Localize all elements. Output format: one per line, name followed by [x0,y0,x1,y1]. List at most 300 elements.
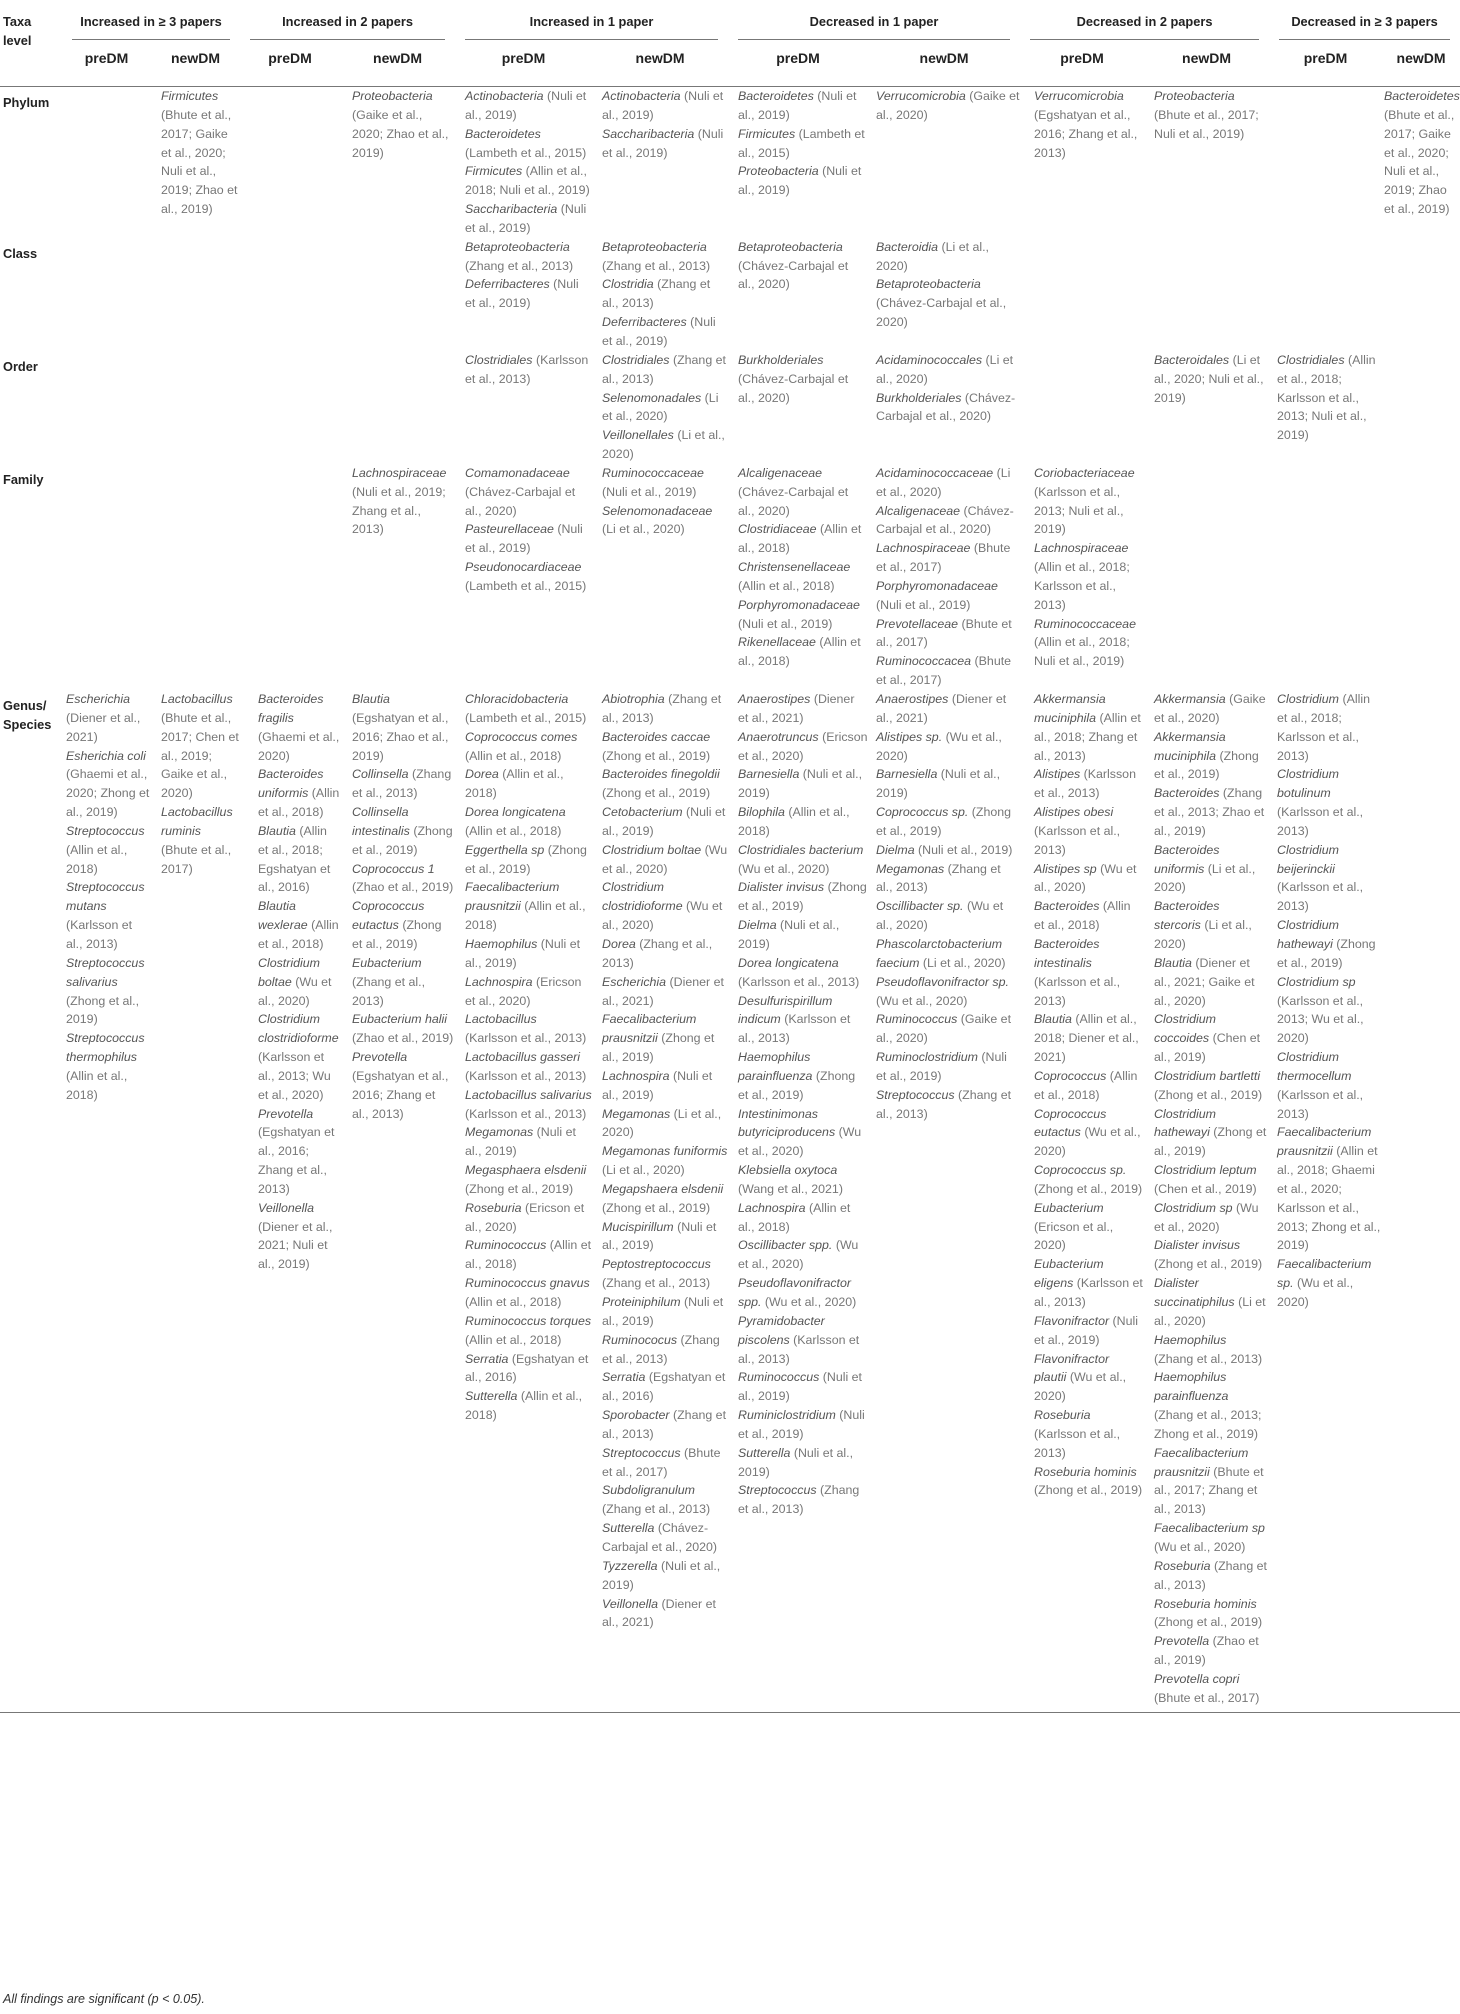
table-cell [240,690,340,1712]
table-cell [240,238,340,351]
taxon-entry [258,1010,340,1104]
table-cell [868,351,1020,464]
reference-citation: (Nuli et al., 2019) [602,484,697,499]
taxon-name: Prevotella [1154,1634,1210,1649]
taxon-entry [738,558,868,596]
reference-citation: (Allin et al., 2018; Zhang et al., 2013) [1034,710,1141,763]
taxon-entry [1154,1331,1269,1369]
taxon-name: Desulfurispirillum indicum [738,993,833,1027]
table-cell [1144,351,1269,464]
taxon-name: Faecalibacterium sp. [1277,1257,1372,1291]
taxon-entry [352,954,455,1011]
group-header: Increased in ≥ 3 papers [62,0,240,40]
taxon-entry [66,822,151,879]
taxon-name: Haemophilus [1154,1332,1227,1347]
reference-citation: (Karlsson et al., 2013) [465,352,589,386]
reference-citation: (Nuli et al., 2019) [876,767,1001,801]
reference-citation: (Nuli et al., 2019) [465,522,583,556]
taxon-entry [1034,803,1144,860]
taxon-name: Clostridiales [465,352,533,367]
taxon-entry [352,1010,455,1048]
taxon-name: Prevotellaceae [876,616,958,631]
taxon-name: Ruminococcaceae [1034,616,1136,631]
taxon-name: Streptococcus mutans [66,880,145,914]
reference-citation: (Karlsson et al., 2013; Wu et al., 2020) [258,1050,331,1102]
taxon-name: Peptostreptococcus [602,1257,711,1272]
reference-citation: (Karlsson et al., 2013) [1034,974,1121,1008]
taxon-name: Alistipes [1034,767,1081,782]
reference-citation: (Chávez-Carbajal et al., 2020) [876,390,1016,424]
table-cell [340,464,455,690]
reference-citation: (Allin et al., 2018) [258,918,339,951]
reference-citation: (Karlsson et al., 2013) [1034,767,1136,801]
reference-citation: (Nuli et al., 2019) [738,616,833,631]
reference-citation: (Nuli et al., 2019) [918,842,1013,857]
reference-citation: (Zhong et al., 2019) [465,842,587,876]
taxa-level-label: Phylum [3,95,50,110]
taxon-name: Pasteurellaceae [465,522,554,537]
taxon-name: Lachnospira [465,974,533,989]
reference-citation: (Chávez-Carbajal et al., 2020) [876,503,1014,537]
taxon-name: Clostridium sp [1154,1200,1233,1215]
taxon-name: Ruminococcaceae [602,465,704,480]
taxon-name: Dielma [876,842,915,857]
reference-citation: (Bhute et al., 2017; Gaike et al., 2020; Nuli et al., 2019; Zhao et al., 2019) [1384,107,1455,217]
reference-citation: (Diener et al., 2021; Gaike et al., 2020) [1154,955,1255,1008]
reference-citation: (Li et al., 2020) [922,955,1006,970]
taxon-name: Deferribacteres [465,277,550,292]
reference-citation: (Zhang et al., 2013) [352,974,426,1008]
taxon-entry [738,162,868,200]
reference-citation: (Allin et al., 2018; Egshatyan et al., 2016) [258,823,331,895]
taxon-entry [1034,1199,1144,1256]
group-header: Decreased in ≥ 3 papers [1269,0,1460,40]
taxon-name: Megamonas [465,1125,534,1140]
taxon-entry [465,1199,592,1237]
taxon-entry [465,1350,592,1388]
taxon-entry [161,87,240,219]
reference-citation: (Diener et al., 2021) [602,1596,716,1630]
taxon-entry [876,803,1020,841]
reference-citation: (Karlsson et al., 2013) [738,974,860,989]
taxon-entry [1034,615,1144,672]
taxon-entry [738,1312,868,1369]
reference-citation: (Karlsson et al., 2013) [1277,805,1364,838]
taxon-name: Ruminoclostridium [876,1050,978,1065]
taxon-name: Pseudonocardiaceae [465,560,582,575]
reference-citation: (Nuli et al., 2019) [602,1068,713,1102]
taxon-name: Verrucomicrobia [876,89,966,103]
taxon-name: Dielma [738,918,777,933]
taxon-entry [602,878,728,935]
taxon-entry [876,389,1020,427]
taxon-entry [738,1444,868,1482]
reference-citation: (Allin et al., 2018) [738,805,850,838]
taxon-name: Collinsella [352,767,409,782]
reference-citation: (Nuli et al., 2019) [602,89,724,122]
taxon-name: Eubacterium eligens [1034,1257,1104,1291]
taxon-name: Abiotrophia [602,692,665,706]
table-cell [340,690,455,1712]
reference-citation: (Allin et al., 2018) [465,823,562,838]
reference-citation: (Nuli et al., 2019) [876,1050,1007,1083]
taxon-entry [738,992,868,1049]
reference-citation: (Wu et al., 2020) [1034,1370,1127,1404]
taxon-entry [1034,1161,1144,1199]
reference-citation: (Nuli et al., 2019) [465,202,587,235]
taxon-entry [602,351,728,389]
reference-citation: (Allin et al., 2018; Nuli et al., 2019) [1034,635,1130,669]
reference-citation: (Nuli et al., 2019) [738,1370,862,1404]
reference-citation: (Nuli et al., 2019) [602,126,724,160]
reference-citation: (Allin et al., 2018) [66,842,128,876]
table-cell [868,238,1020,351]
reference-citation: (Zhang et al., 2013) [602,1408,727,1441]
table-row [0,87,1460,238]
taxon-entry [602,1293,728,1331]
taxon-name: Roseburia [465,1200,522,1215]
reference-citation: (Zhong et al., 2019) [1034,1181,1143,1196]
taxon-entry [876,502,1020,540]
taxon-name: Ruminococcus [465,1238,547,1253]
taxon-entry [465,1236,592,1274]
taxon-entry [1034,464,1144,539]
reference-citation: (Zhong et al., 2019) [1034,1483,1143,1498]
taxon-name: Veillonellales [602,428,674,443]
reference-citation: (Ericson et al., 2020) [1034,1219,1114,1253]
reference-citation: (Nuli et al., 2019) [602,1558,721,1592]
reference-citation: (Bhute et al., 2017; Nuli et al., 2019) [1154,107,1259,141]
taxon-name: Actinobacteria [602,89,681,103]
taxon-entry [1154,1274,1269,1331]
taxon-entry [602,973,728,1011]
subcol-header: preDM [240,40,340,87]
taxon-entry [352,87,455,162]
taxon-name: Alcaligenaceae [876,503,961,518]
table-cell [1382,238,1460,351]
taxon-name: Escherichia [602,974,667,989]
taxon-name: Alistipes sp. [876,729,943,744]
reference-citation: (Zhang et al., 2013) [738,1483,860,1517]
reference-citation: (Zhong et al., 2019) [876,805,1012,838]
taxon-entry [1154,1632,1269,1670]
taxon-entry [602,502,728,540]
reference-citation: (Karlsson et al., 2013) [1034,1276,1143,1309]
reference-citation: (Li et al., 2020) [1154,918,1252,951]
taxon-entry [465,162,592,200]
reference-citation: (Wu et al., 2020) [738,1238,859,1272]
reference-citation: (Zhang et al., 2013) [465,258,574,273]
reference-citation: (Lambeth et al., 2015) [465,578,587,593]
taxon-name: Bacteroides uniformis [258,767,324,801]
reference-citation: (Wu et al., 2020) [738,1125,862,1159]
reference-citation: (Nuli et al., 2019) [738,89,857,122]
taxon-name: Bacteroides fragilis [258,692,324,725]
taxon-entry [876,841,1020,860]
taxon-name: Ruminococcus [876,1012,958,1027]
taxon-name: Barnesiella [876,767,938,782]
table-cell [151,464,240,690]
taxon-name: Firmicutes [738,126,796,141]
reference-citation: (Zhao et al., 2019) [352,1031,454,1046]
taxon-name: Clostridium leptum [1154,1163,1257,1178]
taxon-entry [602,87,728,125]
taxon-entry [465,1048,592,1086]
taxon-entry [876,615,1020,653]
reference-citation: (Zhong et al., 2019) [352,918,442,951]
reference-citation: (Chen et al., 2019) [1154,1181,1257,1196]
reference-citation: (Lambeth et al., 2015) [465,710,587,725]
taxon-entry [738,690,868,728]
reference-citation: (Ericson et al., 2020) [465,1200,585,1234]
reference-citation: (Zhang et al., 2013) [876,861,1001,895]
subcol-header: newDM [151,40,240,87]
reference-citation: (Egshatyan et al., 2016) [602,1370,726,1404]
table-cell [868,464,1020,690]
reference-citation: (Ghaemi et al., 2020; Zhong et al., 2019) [66,767,150,820]
table-cell [728,464,868,690]
reference-citation: (Chávez-Carbajal et al., 2020) [876,296,1007,330]
reference-citation: (Zhong et al., 2019) [352,823,453,857]
taxon-name: Dorea longicatena [465,805,566,820]
reference-citation: (Diener et al., 2021; Nuli et al., 2019) [258,1219,333,1272]
taxon-name: Christensenellaceae [738,560,851,575]
taxon-entry [1154,1161,1269,1199]
taxon-name: Faecalibacterium prausnitzii [602,1012,697,1046]
taxon-entry [602,1218,728,1256]
taxon-name: Bacteroides finegoldii [602,767,720,782]
reference-citation: (Wu et al., 2020) [876,899,1004,933]
taxon-name: Dialister succinatiphilus [1154,1276,1235,1309]
table-cell [728,238,868,351]
taxon-entry [1154,1067,1269,1105]
taxon-entry [738,1368,868,1406]
taxon-entry [258,954,340,1011]
taxon-name: Bacteroidia [876,239,939,254]
taxon-entry [738,1481,868,1519]
taxon-name: Bacteroides stercoris [1154,899,1220,933]
taxon-entry [66,690,151,747]
taxon-name: Alistipes obesi [1034,805,1114,820]
taxon-entry [602,464,728,502]
taxon-name: Clostridium coccoides [1154,1012,1216,1046]
taxon-name: Coprococcus [1034,1068,1107,1083]
taxon-entry [602,389,728,427]
reference-citation: (Zhong et al., 2019) [738,880,867,914]
taxon-entry [1154,1670,1269,1708]
taxon-name: Lactobacillus [465,1012,537,1027]
taxon-name: Betaproteobacteria [738,239,843,254]
taxon-name: Saccharibacteria [602,126,695,141]
taxon-name: Lactobacillus ruminis [161,805,233,838]
taxon-entry [258,690,340,765]
taxon-entry [602,426,728,464]
reference-citation: (Allin et al., 2018) [465,767,564,801]
reference-citation: (Wu et al., 2020) [1154,1200,1259,1234]
reference-citation: (Karlsson et al., 2013) [738,1012,851,1046]
taxon-name: Anaerostipes [738,692,811,706]
taxon-name: Anaerostipes [876,692,949,706]
reference-citation: (Allin et al., 2018) [66,1068,128,1102]
reference-citation: (Wu et al., 2020) [1034,861,1137,895]
reference-citation: (Nuli et al., 2019) [465,89,587,122]
reference-citation: (Allin et al., 2018; Karlsson et al., 2013; Nuli et al., 2019) [1277,352,1376,443]
taxon-name: Sporobacter [602,1408,670,1423]
taxon-name: Bilophila [738,805,785,820]
taxon-name: Proteobacteria [1154,89,1235,103]
subcol-header: newDM [1382,40,1460,87]
reference-citation: (Karlsson et al., 2013) [738,1332,860,1366]
taxon-entry [602,728,728,766]
taxon-entry [258,822,340,897]
reference-citation: (Gaike et al., 2020) [876,89,1020,122]
taxon-name: Bacteroides uniformis [1154,842,1220,876]
taxon-name: Faecalibacterium prausnitzii [1277,1125,1372,1159]
taxon-name: Ruminococcus [738,1370,820,1385]
taxon-name: Bacteroidetes [465,126,541,141]
table-row [0,690,1460,1712]
taxon-name: Anaerotruncus [738,729,819,744]
reference-citation: (Bhute et al., 2017; Gaike et al., 2020; Nuli et al., 2019; Zhao et al., 2019) [161,107,238,217]
reference-citation: (Zhang et al., 2013; Zhao et al., 2019) [1154,786,1265,838]
taxon-name: Faecalibacterium prausnitzii [465,880,560,914]
taxon-entry [602,313,728,351]
taxon-entry [465,1312,592,1350]
taxon-entry [1154,1595,1269,1633]
taxon-entry [602,1519,728,1557]
taxon-entry [1034,765,1144,803]
taxon-name: Streptococcus salivarius [66,955,145,989]
taxon-name: Coprococcus sp. [876,805,969,820]
taxon-name: Phascolarctobacterium faecium [876,936,1003,970]
taxon-name: Ruminococcacea [876,654,972,669]
taxon-entry [1154,728,1269,785]
taxon-name: Dialister invisus [738,880,825,895]
taxon-name: Pseudoflavonifractor spp. [738,1276,851,1309]
reference-citation: (Nuli et al., 2019; Zhang et al., 2013) [352,484,446,537]
table-cell [1020,464,1144,690]
table-cell [1269,87,1382,238]
taxon-entry [1277,973,1382,1048]
taxon-entry [738,633,868,671]
table-cell [1269,238,1382,351]
reference-citation: (Nuli et al., 2019) [738,918,840,951]
taxon-entry [738,1048,868,1105]
reference-citation: (Karlsson et al., 2013) [1277,1087,1364,1121]
table-cell [1382,464,1460,690]
reference-citation: (Li et al., 2020) [1154,1295,1266,1328]
reference-citation: (Nuli et al., 2019) [738,1445,854,1479]
group-header: Increased in 1 paper [455,0,728,40]
reference-citation: (Chávez-Carbajal et al., 2020) [465,484,576,518]
reference-citation: (Allin et al., 2018) [1034,899,1131,933]
taxon-entry [738,596,868,634]
reference-citation: (Li et al., 2020) [602,1163,685,1178]
taxon-entry [1277,1255,1382,1312]
taxon-entry [738,520,868,558]
taxon-entry [876,728,1020,766]
header-row-groups [0,0,1460,40]
taxon-name: Clostridium beijerinckii [1277,842,1339,876]
taxon-entry [738,728,868,766]
taxon-name: Barnesiella [738,767,800,782]
taxon-name: Dorea longicatena [738,955,839,970]
taxon-entry [1034,1350,1144,1407]
taxon-name: Megasphaera elsdenii [465,1163,587,1178]
subcol-header: preDM [62,40,151,87]
taxon-entry [602,1331,728,1369]
taxon-name: Clostridium clostridioforme [258,1012,339,1046]
reference-citation: (Li et al., 2020) [876,352,1014,386]
taxon-name: Sutterella [738,1445,791,1460]
taxon-name: Streptococcus [876,1087,955,1102]
reference-citation: (Zhang et al., 2013) [602,692,722,725]
table-cell [1382,690,1460,1712]
table-cell [1020,238,1144,351]
reference-citation: (Zhang et al., 2013) [1154,1558,1268,1592]
taxon-name: Streptococcus [602,1445,681,1460]
reference-citation: (Karlsson et al., 2013) [1034,1426,1121,1460]
taxon-name: Clostridiales bacterium [738,842,864,857]
reference-citation: (Karlsson et al., 2013) [465,1068,587,1083]
reference-citation: (Zhong et al., 2019) [1154,1087,1263,1102]
reference-citation: (Zhang et al., 2013) [1154,1351,1263,1366]
taxon-name: Ruminococus [602,1332,678,1347]
taxon-entry [602,1557,728,1595]
reference-citation: (Wu et al., 2020) [764,1295,857,1309]
taxa-level-header: Taxa level [0,0,62,87]
reference-citation: (Zhong et al., 2019) [738,1068,856,1102]
taxon-entry [465,558,592,596]
table-cell [728,690,868,1712]
taxon-entry [465,1086,592,1124]
taxon-entry [66,954,151,1029]
taxon-name: Faecalibacterium prausnitzii [1154,1445,1249,1479]
table-cell [1382,87,1460,238]
taxon-name: Roseburia [1154,1558,1211,1573]
taxon-entry [1154,1010,1269,1067]
taxon-name: Lachnospiraceae [1034,541,1129,556]
table-cell [240,351,340,464]
taxon-entry [1034,690,1144,765]
taxon-name: Deferribacteres [602,315,687,330]
taxon-name: Clostridium botulinum [1277,767,1339,801]
taxon-entry [352,1048,455,1123]
table-cell [1144,690,1269,1712]
reference-citation: (Zhao et al., 2019) [352,880,454,895]
taxon-name: Clostridium thermocellum [1277,1050,1352,1083]
taxon-name: Bacteroides [1154,786,1220,801]
taxon-entry [465,1387,592,1425]
taxon-name: Eggerthella sp [465,842,545,857]
taxon-name: Clostridia [602,277,654,292]
subcol-header: newDM [868,40,1020,87]
table-cell [1269,464,1382,690]
taxon-entry [1034,1406,1144,1463]
taxon-entry [465,520,592,558]
taxon-name: Rikenellaceae [738,635,816,650]
taxon-name: Dialister invisus [1154,1238,1241,1253]
table-cell [1144,464,1269,690]
reference-citation: (Allin et al., 2018) [738,635,861,669]
taxon-name: Ruminiclostridium [738,1408,836,1423]
reference-citation: (Ericson et al., 2020) [465,974,582,1008]
reference-citation: (Lambeth et al., 2015) [465,145,587,160]
table-cell [455,464,592,690]
table-cell [455,87,592,238]
taxon-name: Ruminococcus gnavus [465,1276,590,1291]
taxon-entry [738,765,868,803]
